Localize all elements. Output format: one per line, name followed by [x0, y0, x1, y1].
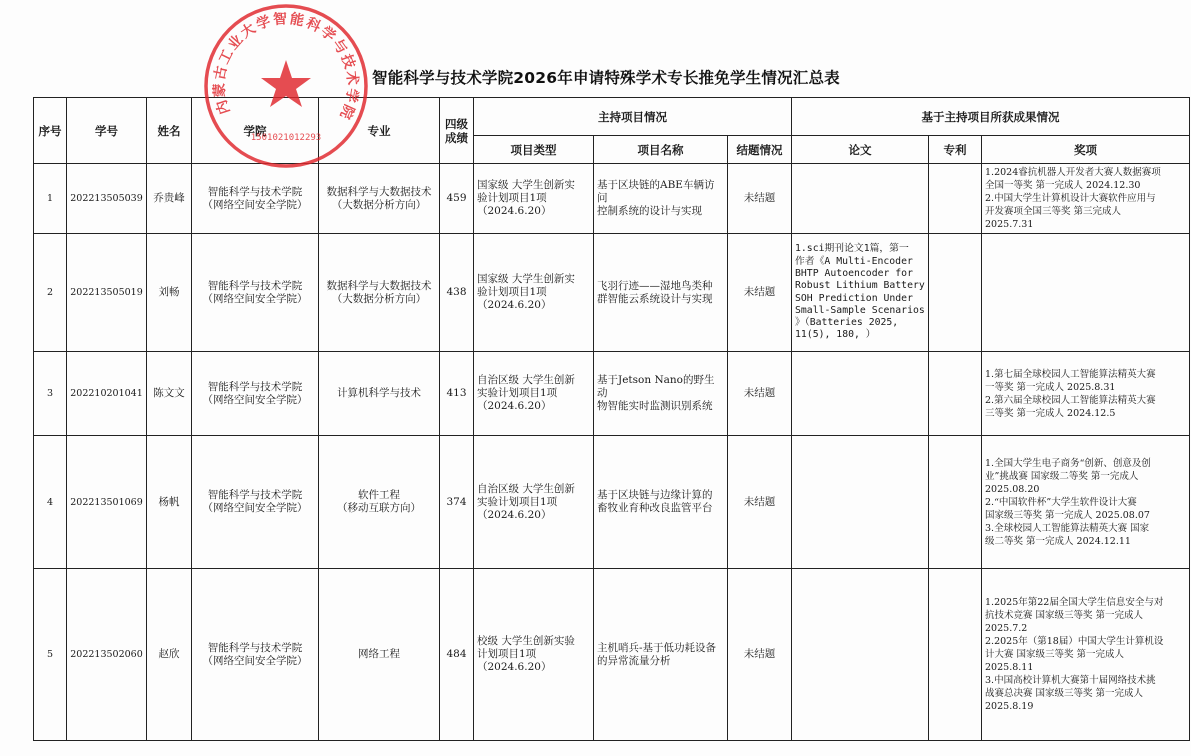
row-project-name-line: 基于区块链与边缘计算的 — [597, 489, 713, 501]
row-student-id: 202210201041 — [67, 352, 147, 436]
row-major-line: 计算机科学与技术 — [337, 387, 421, 399]
row-prize-line: 2.“中国软件杯”大学生软件设计大赛 — [985, 496, 1137, 508]
row-prize-line: 业”挑战赛 国家级二等奖 第一完成人 — [985, 470, 1139, 482]
row-no: 4 — [34, 436, 67, 569]
row-prize-line: 2025.7.31 — [985, 219, 1034, 230]
row-prize-line: 三等奖 第一完成人 2024.12.5 — [985, 407, 1116, 419]
row-prize-line: 1.2025年第22届全国大学生信息安全与对 — [985, 597, 1164, 608]
table-row — [34, 569, 1190, 741]
row-prize-line: 开发赛项全国三等奖 第三完成人 — [985, 206, 1122, 217]
row-no: 5 — [34, 569, 67, 741]
table-row — [34, 436, 1190, 569]
row-paper-line: 》（Batteries 2025, — [795, 317, 899, 329]
row-prize — [982, 352, 1190, 436]
row-student-id: 202213501069 — [67, 436, 147, 569]
row-project-type-line: 实验计划项目1项 — [477, 495, 558, 508]
row-student-id: 202213505019 — [67, 234, 147, 352]
row-status: 未结题 — [728, 164, 792, 234]
row-paper-line: Small-Sample Scenarios — [795, 304, 925, 316]
row-project-type-line: 自治区级 大学生创新 — [477, 374, 575, 386]
row-prize-line: 2025.8.11 — [985, 662, 1034, 673]
row-project-type — [474, 164, 594, 234]
header-row-1 — [34, 98, 1190, 136]
row-student-id: 202213502060 — [67, 569, 147, 741]
row-college — [192, 234, 319, 352]
header-project-name: 项目名称 — [594, 136, 728, 164]
row-paper — [792, 569, 929, 741]
row-patent — [929, 234, 982, 352]
row-project-name-line: 的异常流量分析 — [597, 654, 671, 667]
row-major-line: （移动互联方向） — [337, 502, 421, 514]
row-project-type — [474, 436, 594, 569]
row-project-type-line: 校级 大学生创新实验 — [477, 635, 575, 647]
row-paper-line: 作者《A Multi-Encoder — [795, 255, 913, 267]
row-project-name-line: 控制系统的设计与实现 — [597, 205, 702, 217]
row-college-line: （网络空间安全学院） — [202, 198, 308, 211]
row-prize-line: 2.2025年（第18届）中国大学生计算机设 — [985, 636, 1164, 647]
row-major-line: （大数据分析方向） — [331, 292, 427, 305]
row-paper-line: SOH Prediction Under — [795, 292, 913, 304]
row-project-type-line: （2024.6.20） — [477, 205, 552, 217]
row-project-name-line: 物智能实时监测识别系统 — [597, 400, 713, 412]
row-college-line: 智能科学与技术学院 — [207, 185, 303, 198]
row-college-line: （网络空间安全学院） — [202, 292, 308, 305]
page-title: 智能科学与技术学院2026年申请特殊学术专长推免学生情况汇总表 — [372, 69, 840, 87]
row-major — [319, 164, 440, 234]
row-prize-line: 3.中国高校计算机大赛第十届网络技术挑 — [985, 675, 1156, 686]
row-college — [192, 569, 319, 741]
row-paper-line: 1.sci期刊论文1篇，第一 — [795, 243, 909, 255]
row-name: 刘畅 — [147, 234, 192, 352]
header-cet4: 四级成绩 — [440, 98, 474, 164]
row-cet4: 459 — [440, 164, 474, 234]
row-project-name — [594, 164, 728, 234]
row-prize-line: 国家级三等奖 第一完成人 2025.08.07 — [985, 509, 1150, 521]
row-project-name-line: 基于Jetson Nano的野生动 — [597, 374, 715, 399]
row-project-name-line: 基于区块链的ABE车辆访问 — [597, 179, 715, 204]
row-major — [319, 352, 440, 436]
row-prize-line: 战赛总决赛 国家级三等奖 第一完成人 — [985, 688, 1144, 699]
row-college — [192, 164, 319, 234]
row-paper-line: Robust Lithium Battery — [795, 280, 925, 292]
row-college-line: 智能科学与技术学院 — [207, 380, 303, 393]
row-paper — [792, 352, 929, 436]
row-cet4: 374 — [440, 436, 474, 569]
row-major-line: （大数据分析方向） — [331, 198, 427, 211]
seal-ring-text: 内蒙古工业大学智能科学与技术学院 — [211, 11, 361, 124]
header-result-group: 基于主持项目所获成果情况 — [792, 98, 1190, 136]
row-project-type-line: 验计划项目1项 — [477, 192, 547, 204]
row-project-name-line: 群智能云系统设计与实现 — [597, 292, 713, 305]
row-cet4: 484 — [440, 569, 474, 741]
header-major: 专业 — [319, 98, 440, 164]
row-project-name — [594, 436, 728, 569]
row-prize — [982, 569, 1190, 741]
row-status: 未结题 — [728, 569, 792, 741]
row-project-name — [594, 569, 728, 741]
row-prize-line: 一等奖 第一完成人 2025.8.31 — [985, 381, 1116, 393]
table-row — [34, 164, 1190, 234]
row-project-type — [474, 234, 594, 352]
row-project-type — [474, 569, 594, 741]
row-name: 乔贵峰 — [147, 164, 192, 234]
row-prize — [982, 436, 1190, 569]
header-name: 姓名 — [147, 98, 192, 164]
row-project-type-line: 实验计划项目1项 — [477, 387, 558, 399]
row-paper — [792, 234, 929, 352]
row-no: 3 — [34, 352, 67, 436]
row-major — [319, 436, 440, 569]
row-paper-line: BHTP Autoencoder for — [795, 267, 913, 279]
row-project-type-line: 国家级 大学生创新实 — [477, 273, 575, 285]
header-paper: 论文 — [792, 136, 929, 164]
row-paper-line: 11(5), 180, ） — [795, 329, 876, 341]
row-major-line: 数据科学与大数据技术 — [326, 279, 432, 292]
row-status: 未结题 — [728, 352, 792, 436]
row-project-type-line: 计划项目1项 — [477, 648, 537, 660]
row-project-type — [474, 352, 594, 436]
row-project-type-line: （2024.6.20） — [477, 400, 552, 412]
header-project-type: 项目类型 — [474, 136, 594, 164]
row-project-type-line: （2024.6.20） — [477, 508, 552, 521]
table-row — [34, 352, 1190, 436]
row-major-line: 网络工程 — [358, 648, 400, 660]
row-prize-line: 2025.7.2 — [985, 623, 1028, 634]
row-project-name-line: 飞羽行迹——湿地鸟类种 — [597, 279, 713, 292]
row-patent — [929, 569, 982, 741]
header-project-group: 主持项目情况 — [474, 98, 792, 136]
row-college-line: 智能科学与技术学院 — [207, 279, 303, 292]
row-prize-line: 全国一等奖 第一完成人 2024.12.30 — [985, 180, 1141, 191]
header-college: 学院 — [192, 98, 319, 164]
row-college — [192, 436, 319, 569]
row-prize-line: 3.全球校园人工智能算法精英大赛 国家 — [985, 522, 1150, 534]
row-project-name — [594, 352, 728, 436]
row-project-name-line: 畜牧业育种改良监管平台 — [597, 502, 713, 514]
row-prize — [982, 234, 1190, 352]
row-project-type-line: （2024.6.20） — [477, 661, 552, 673]
seal-number: 1501021012293 — [250, 133, 322, 143]
row-project-type-line: 验计划项目1项 — [477, 286, 547, 298]
row-project-type-line: 自治区级 大学生创新 — [477, 482, 575, 495]
row-prize-line: 计大赛 国家级三等奖 第一完成人 — [985, 649, 1125, 660]
row-status: 未结题 — [728, 234, 792, 352]
header-project-status: 结题情况 — [728, 136, 792, 164]
row-paper — [792, 436, 929, 569]
row-prize-line: 2.第六届全球校园人工智能算法精英大赛 — [985, 394, 1156, 406]
row-prize-line: 1.全国大学生电子商务“创新、创意及创 — [985, 457, 1151, 469]
header-patent: 专利 — [929, 136, 982, 164]
row-name: 赵欣 — [147, 569, 192, 741]
row-major — [319, 234, 440, 352]
row-name: 陈文文 — [147, 352, 192, 436]
row-student-id: 202213505039 — [67, 164, 147, 234]
row-name: 杨帆 — [147, 436, 192, 569]
row-major-line: 软件工程 — [358, 489, 400, 501]
row-project-type-line: （2024.6.20） — [477, 299, 552, 311]
row-project-name — [594, 234, 728, 352]
row-prize-line: 2025.8.19 — [985, 701, 1034, 712]
row-cet4: 438 — [440, 234, 474, 352]
row-college-line: （网络空间安全学院） — [202, 393, 308, 406]
row-status: 未结题 — [728, 436, 792, 569]
row-major — [319, 569, 440, 741]
header-prize: 奖项 — [982, 136, 1190, 164]
row-project-type-line: 国家级 大学生创新实 — [477, 179, 575, 191]
header-no: 序号 — [34, 98, 67, 164]
row-college — [192, 352, 319, 436]
row-patent — [929, 164, 982, 234]
row-patent — [929, 352, 982, 436]
row-college-line: 智能科学与技术学院 — [207, 489, 303, 501]
row-cet4: 413 — [440, 352, 474, 436]
row-prize-line: 级二等奖 第一完成人 2024.12.11 — [985, 535, 1131, 547]
row-college-line: 智能科学与技术学院 — [207, 641, 303, 654]
row-prize — [982, 164, 1190, 234]
row-prize-line: 1.2024睿抗机器人开发者大赛人数据赛项 — [985, 167, 1161, 178]
row-project-name-line: 主机哨兵-基于低功耗设备 — [597, 641, 717, 654]
row-prize-line: 2025.08.20 — [985, 483, 1040, 495]
row-prize-line: 1.第七届全球校园人工智能算法精英大赛 — [985, 368, 1156, 380]
table-row — [34, 234, 1190, 352]
row-college-line: （网络空间安全学院） — [202, 654, 308, 667]
row-paper — [792, 164, 929, 234]
row-prize-line: 2.中国大学生计算机设计大赛软件应用与 — [985, 193, 1156, 204]
row-patent — [929, 436, 982, 569]
row-major-line: 数据科学与大数据技术 — [326, 185, 432, 198]
row-no: 1 — [34, 164, 67, 234]
row-prize-line: 抗技术竞赛 国家级三等奖 第一完成人 — [985, 610, 1144, 621]
row-no: 2 — [34, 234, 67, 352]
header-student-id: 学号 — [67, 98, 147, 164]
summary-table — [33, 97, 1190, 741]
row-college-line: （网络空间安全学院） — [202, 502, 308, 514]
